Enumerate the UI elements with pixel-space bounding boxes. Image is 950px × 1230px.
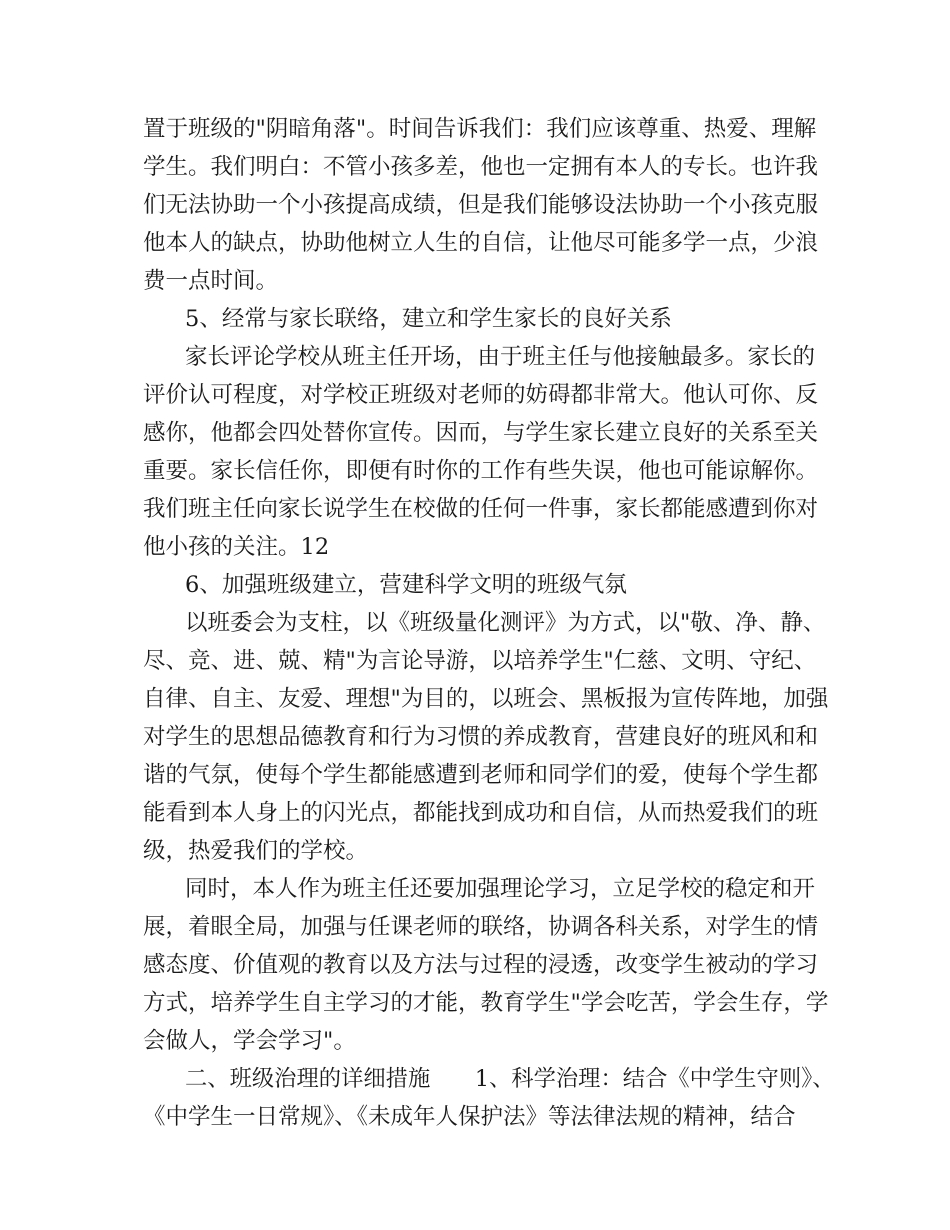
text-line: 对学生的思想品德教育和行为习惯的养成教育，营建良好的班风和和: [143, 724, 819, 750]
text-line: 家长评论学校从班主任开场，由于班主任与他接触最多。家长的: [185, 344, 816, 370]
text-line: 他小孩的关注。12: [143, 534, 330, 560]
text-line: 方式，培养学生自主学习的才能，教育学生"学会吃苦，学会生存，学: [143, 990, 829, 1016]
section-heading: 5、经常与家长联络，建立和学生家长的良好关系: [185, 306, 672, 332]
text-line: 同时，本人作为班主任还要加强理论学习，立足学校的稳定和开: [185, 876, 816, 902]
text-line: 我们班主任向家长说学生在校做的任何一件事，家长都能感遭到你对: [143, 496, 819, 522]
text-line: 他本人的缺点，协助他树立人生的自信，让他尽可能多学一点，少浪: [143, 230, 819, 256]
text-line: 重要。家长信任你，即便有时你的工作有些失误，他也可能谅解你。: [143, 458, 819, 484]
text-line: 置于班级的"阴暗角落"。时间告诉我们：我们应该尊重、热爱、理解: [143, 116, 817, 142]
text-line: 感你，他都会四处替你宣传。因而，与学生家长建立良好的关系至关: [143, 420, 819, 446]
text-line: 费一点时间。: [143, 268, 279, 294]
text-line: 评价认可程度，对学校正班级对老师的妨碍都非常大。他认可你、反: [143, 382, 819, 408]
text-line: 自律、自主、友爱、理想"为目的，以班会、黑板报为宣传阵地，加强: [143, 686, 829, 712]
text-line: 《中学生一日常规》、《未成年人保护法》等法律法规的精神，结合: [143, 1104, 796, 1130]
section-heading: 二、班级治理的详细措施 1、科学治理：结合《中学生守则》、: [185, 1066, 835, 1092]
text-line: 级，热爱我们的学校。: [143, 838, 369, 864]
text-line: 会做人，学会学习"。: [143, 1028, 356, 1054]
text-line: 能看到本人身上的闪光点，都能找到成功和自信，从而热爱我们的班: [143, 800, 819, 826]
text-line: 展，着眼全局，加强与任课老师的联络，协调各科关系，对学生的情: [143, 914, 819, 940]
text-line: 以班委会为支柱，以《班级量化测评》为方式，以"敬、净、静、: [185, 610, 826, 636]
text-line: 感态度、价值观的教育以及方法与过程的浸透，改变学生被动的学习: [143, 952, 819, 978]
text-line: 们无法协助一个小孩提高成绩，但是我们能够设法协助一个小孩克服: [143, 192, 819, 218]
text-line: 学生。我们明白：不管小孩多差，他也一定拥有本人的专长。也许我: [143, 154, 819, 180]
text-line: 尽、竞、进、兢、精"为言论导游，以培养学生"仁慈、文明、守纪、: [143, 648, 817, 674]
text-line: 谐的气氛，使每个学生都能感遭到老师和同学们的爱，使每个学生都: [143, 762, 819, 788]
section-heading: 6、加强班级建立，营建科学文明的班级气氛: [185, 572, 627, 598]
